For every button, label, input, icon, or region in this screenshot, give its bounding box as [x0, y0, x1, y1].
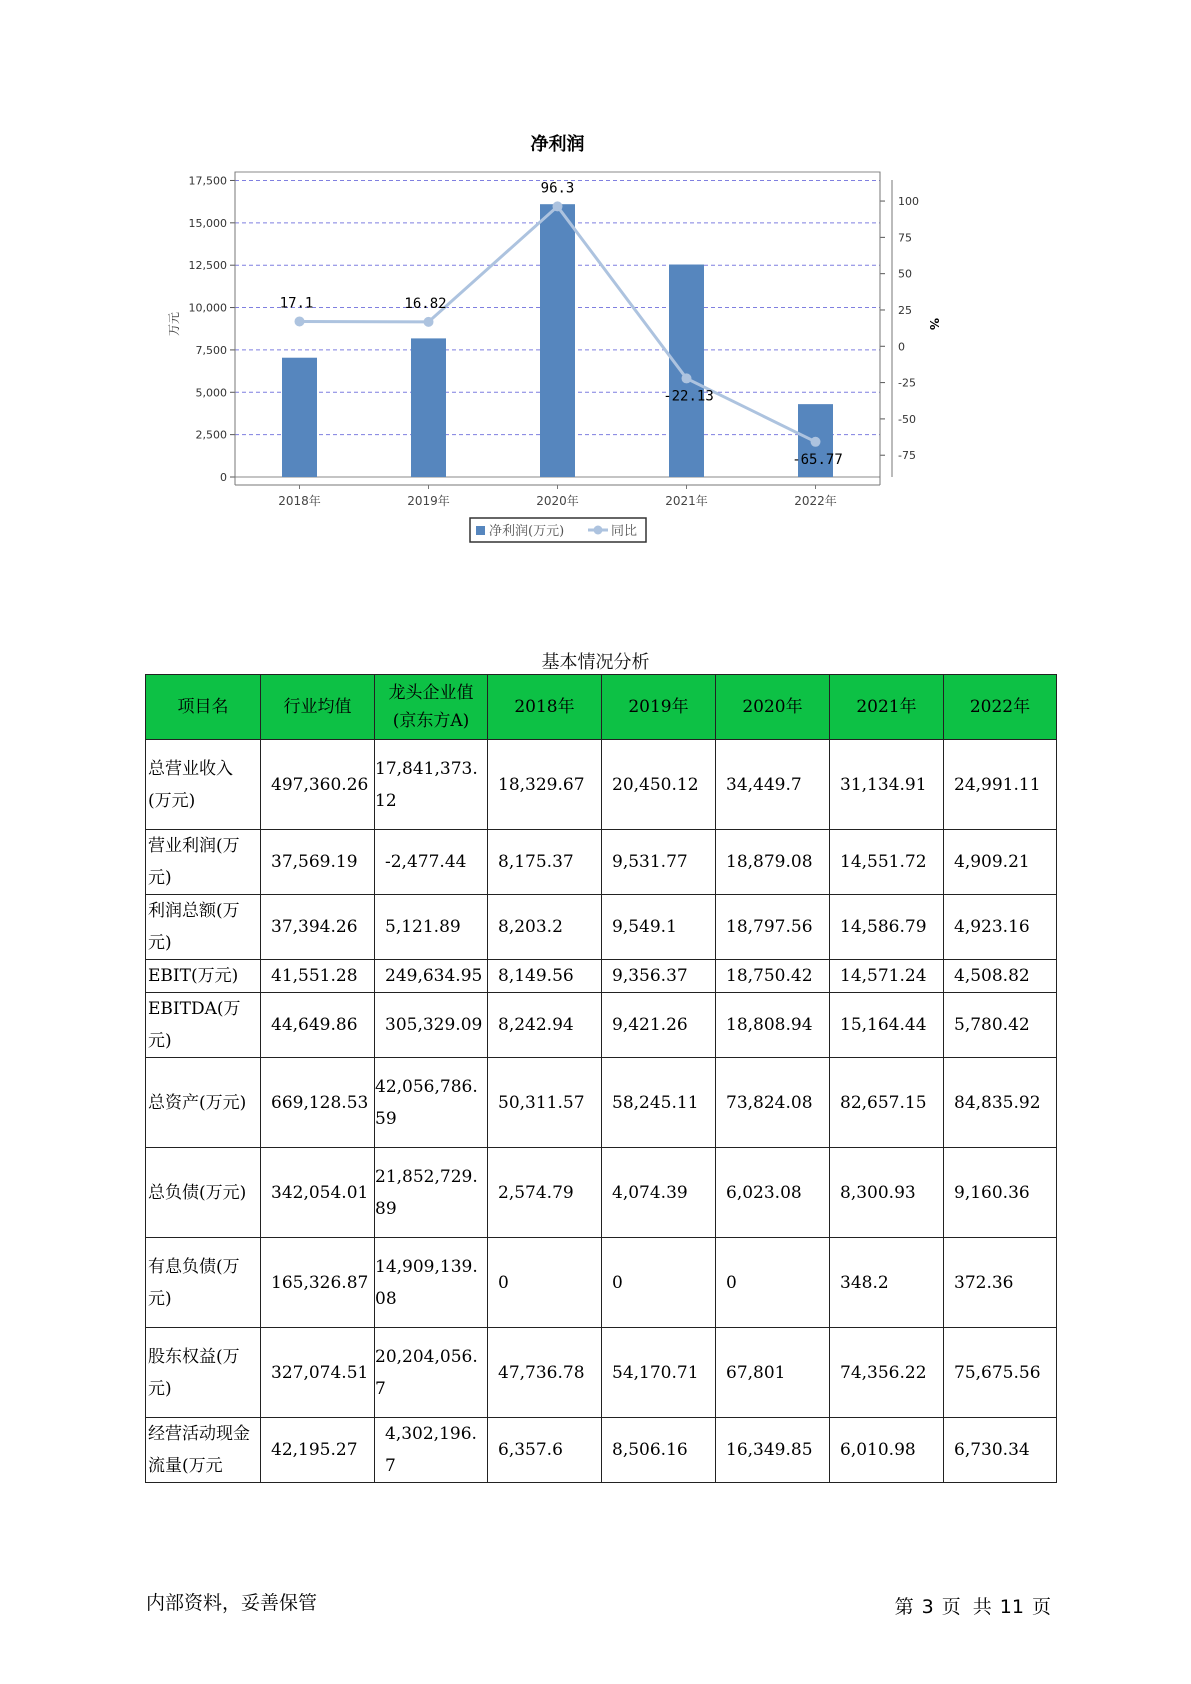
table-row	[146, 1328, 1057, 1418]
right-tick-label: 0	[898, 340, 905, 354]
legend-bar-swatch	[476, 526, 485, 535]
yoy-point	[295, 316, 305, 326]
yoy-point	[682, 373, 692, 383]
left-tick-label: 17,500	[188, 174, 227, 188]
table-cell: 8,203.2	[488, 895, 602, 960]
table-cell: 50,311.57	[488, 1058, 602, 1148]
table-cell: 9,160.36	[944, 1148, 1057, 1238]
table-cell: 82,657.15	[830, 1058, 944, 1148]
table-cell: 41,551.28	[261, 960, 375, 993]
table-cell: 165,326.87	[261, 1238, 375, 1328]
table-cell: 42,056,786.59	[375, 1058, 488, 1148]
right-axis-title: %	[927, 317, 941, 331]
bar-net-profit	[411, 338, 446, 477]
table-cell: 0	[716, 1238, 830, 1328]
table-cell: 47,736.78	[488, 1328, 602, 1418]
table-cell: 58,245.11	[602, 1058, 716, 1148]
table-row	[146, 740, 1057, 830]
table-cell: 18,329.67	[488, 740, 602, 830]
table-row	[146, 1418, 1057, 1483]
table-cell: 5,780.42	[944, 993, 1057, 1058]
table-cell: 305,329.09	[375, 993, 488, 1058]
table-cell: 9,356.37	[602, 960, 716, 993]
table-cell: -2,477.44	[375, 830, 488, 895]
header-2018: 2018年	[488, 675, 602, 740]
right-tick-label: 100	[898, 195, 919, 209]
table-cell: 17,841,373.12	[375, 740, 488, 830]
table-caption: 基本情况分析	[541, 652, 650, 673]
table-row	[146, 993, 1057, 1058]
table-cell: 42,195.27	[261, 1418, 375, 1483]
yoy-point	[553, 201, 563, 211]
table-cell: 20,204,056.7	[375, 1328, 488, 1418]
row-label: 利润总额(万元)	[146, 895, 261, 960]
table-cell: 14,571.24	[830, 960, 944, 993]
table-row	[146, 1148, 1057, 1238]
right-tick-label: -25	[898, 376, 916, 390]
yoy-data-label: -65.77	[792, 451, 843, 468]
table-cell: 6,730.34	[944, 1418, 1057, 1483]
table-cell: 4,302,196.7	[375, 1418, 488, 1483]
table-cell: 14,909,139.08	[375, 1238, 488, 1328]
x-tick-label: 2021年	[665, 494, 708, 508]
table-cell: 31,134.91	[830, 740, 944, 830]
table-cell: 8,506.16	[602, 1418, 716, 1483]
row-label: EBITDA(万元)	[146, 993, 261, 1058]
net-profit-chart	[167, 130, 1000, 610]
right-tick-label: -50	[898, 412, 916, 426]
table-cell: 497,360.26	[261, 740, 375, 830]
bar-net-profit	[282, 358, 317, 477]
table-cell: 4,508.82	[944, 960, 1057, 993]
legend-line-marker	[594, 526, 603, 535]
table-cell: 2,574.79	[488, 1148, 602, 1238]
x-tick-label: 2020年	[536, 494, 579, 508]
yoy-point	[811, 437, 821, 447]
table-cell: 14,551.72	[830, 830, 944, 895]
table-cell: 34,449.7	[716, 740, 830, 830]
table-cell: 15,164.44	[830, 993, 944, 1058]
table-cell: 669,128.53	[261, 1058, 375, 1148]
row-label: 总负债(万元)	[146, 1148, 261, 1238]
x-tick-label: 2022年	[794, 494, 837, 508]
chart-title: 净利润	[530, 134, 585, 155]
table-cell: 327,074.51	[261, 1328, 375, 1418]
page-suffix: 页	[1031, 1596, 1051, 1618]
header-2022: 2022年	[944, 675, 1057, 740]
yoy-point	[424, 317, 434, 327]
right-tick-label: 25	[898, 303, 912, 317]
right-tick-label: 75	[898, 231, 912, 245]
confidential-note: 内部资料，妥善保管	[146, 1592, 318, 1614]
row-label: 营业利润(万元)	[146, 830, 261, 895]
header-industry-avg: 行业均值	[261, 675, 375, 740]
table-cell: 18,808.94	[716, 993, 830, 1058]
table-row	[146, 830, 1057, 895]
bar-net-profit	[669, 265, 704, 477]
table-cell: 8,242.94	[488, 993, 602, 1058]
table-cell: 54,170.71	[602, 1328, 716, 1418]
chart-canvas	[167, 130, 1000, 610]
legend-bar-label: 净利润(万元)	[489, 524, 565, 539]
row-label: 有息负债(万元)	[146, 1238, 261, 1328]
left-tick-label: 10,000	[188, 301, 227, 315]
table-cell: 0	[488, 1238, 602, 1328]
table-cell: 18,879.08	[716, 830, 830, 895]
table-cell: 18,750.42	[716, 960, 830, 993]
table-cell: 20,450.12	[602, 740, 716, 830]
table-cell: 372.36	[944, 1238, 1057, 1328]
row-label: 股东权益(万元)	[146, 1328, 261, 1418]
basic-analysis-table	[145, 674, 1057, 1483]
table-cell: 14,586.79	[830, 895, 944, 960]
left-tick-label: 5,000	[195, 386, 227, 400]
row-label: EBIT(万元)	[146, 960, 261, 993]
table-cell: 348.2	[830, 1238, 944, 1328]
header-leader-value: 龙头企业值(京东方A)	[375, 675, 488, 740]
right-tick-label: 50	[898, 267, 912, 281]
table-cell: 4,909.21	[944, 830, 1057, 895]
row-label: 总营业收入(万元)	[146, 740, 261, 830]
header-item-name: 项目名	[146, 675, 261, 740]
page-number	[891, 1592, 1055, 1619]
row-label: 经营活动现金流量(万元	[146, 1418, 261, 1483]
table-cell: 342,054.01	[261, 1148, 375, 1238]
left-tick-label: 0	[220, 471, 227, 484]
legend-line-label: 同比	[611, 524, 638, 539]
table-cell: 67,801	[716, 1328, 830, 1418]
table-cell: 0	[602, 1238, 716, 1328]
table-cell: 8,175.37	[488, 830, 602, 895]
table-cell: 9,421.26	[602, 993, 716, 1058]
yoy-data-label: 16.82	[404, 295, 447, 312]
x-tick-label: 2019年	[407, 494, 450, 508]
table-row	[146, 1058, 1057, 1148]
left-tick-label: 15,000	[188, 216, 227, 230]
table-cell: 37,569.19	[261, 830, 375, 895]
table-header-row	[146, 675, 1057, 740]
table-cell: 5,121.89	[375, 895, 488, 960]
table-cell: 4,074.39	[602, 1148, 716, 1238]
table-cell: 8,149.56	[488, 960, 602, 993]
table-cell: 9,549.1	[602, 895, 716, 960]
table-cell: 24,991.11	[944, 740, 1057, 830]
left-tick-label: 7,500	[195, 343, 227, 357]
page-total: 11	[999, 1596, 1024, 1618]
table-cell: 84,835.92	[944, 1058, 1057, 1148]
table-cell: 37,394.26	[261, 895, 375, 960]
table-cell: 73,824.08	[716, 1058, 830, 1148]
yoy-data-label: -22.13	[663, 388, 714, 405]
header-2020: 2020年	[716, 675, 830, 740]
table-body	[146, 740, 1057, 1483]
bar-net-profit	[540, 204, 575, 477]
table-cell: 6,010.98	[830, 1418, 944, 1483]
table-cell: 21,852,729.89	[375, 1148, 488, 1238]
yoy-data-label: 96.3	[540, 180, 575, 197]
left-tick-label: 12,500	[188, 259, 227, 273]
table-row	[146, 960, 1057, 993]
table-cell: 18,797.56	[716, 895, 830, 960]
row-label: 总资产(万元)	[146, 1058, 261, 1148]
left-tick-label: 2,500	[195, 428, 227, 442]
left-axis-title: 万元	[167, 311, 181, 337]
table-cell: 16,349.85	[716, 1418, 830, 1483]
table-cell: 75,675.56	[944, 1328, 1057, 1418]
table-cell: 249,634.95	[375, 960, 488, 993]
page-mid: 页 共	[941, 1596, 992, 1618]
x-tick-label: 2018年	[278, 494, 321, 508]
header-2019: 2019年	[602, 675, 716, 740]
table-row	[146, 895, 1057, 960]
table-cell: 9,531.77	[602, 830, 716, 895]
page-prefix: 第	[894, 1596, 914, 1618]
table-cell: 6,023.08	[716, 1148, 830, 1238]
table-cell: 6,357.6	[488, 1418, 602, 1483]
table-cell: 4,923.16	[944, 895, 1057, 960]
table-cell: 44,649.86	[261, 993, 375, 1058]
table-row	[146, 1238, 1057, 1328]
right-tick-label: -75	[898, 449, 916, 463]
header-2021: 2021年	[830, 675, 944, 740]
yoy-data-label: 17.1	[279, 295, 314, 312]
page-current: 3	[921, 1596, 934, 1618]
table-cell: 74,356.22	[830, 1328, 944, 1418]
table-cell: 8,300.93	[830, 1148, 944, 1238]
